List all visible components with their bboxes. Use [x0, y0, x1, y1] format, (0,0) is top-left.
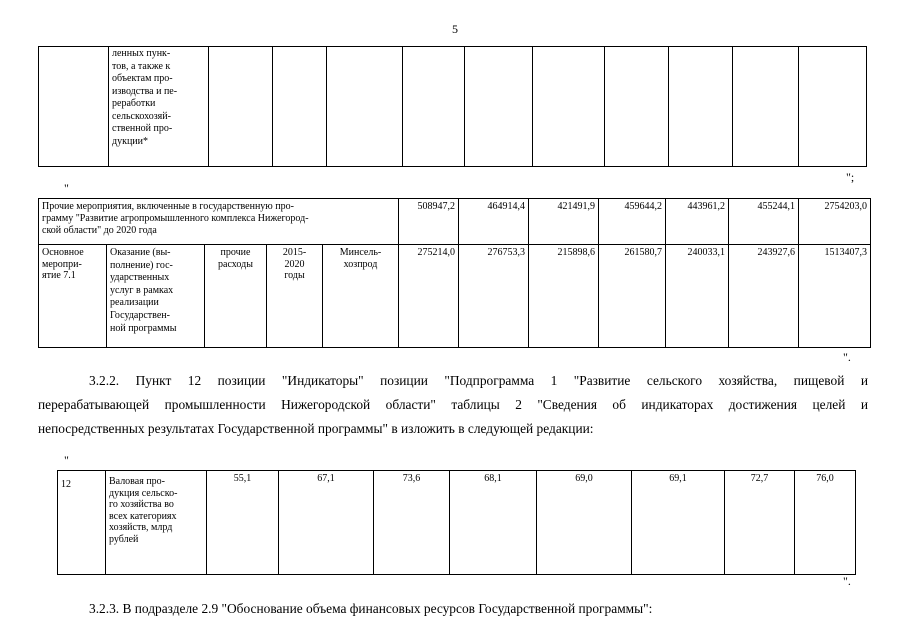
- period: [267, 245, 323, 348]
- text-line: Минсель-: [339, 247, 382, 258]
- value-cell: 455244,1: [729, 199, 799, 245]
- text-line: реработки: [112, 98, 156, 109]
- opening-quote: ": [64, 181, 69, 195]
- table1-cell: [403, 47, 465, 167]
- value-cell: 240033,1: [666, 245, 729, 348]
- value-cell: 2754203,0: [799, 199, 871, 245]
- table1-cell: [533, 47, 605, 167]
- value-cell: 443961,2: [666, 199, 729, 245]
- table1-text-cell: [109, 47, 209, 167]
- executor: [323, 245, 399, 348]
- table1-cell: [799, 47, 867, 167]
- indicator-value: 69,1: [632, 471, 725, 575]
- text-line: тов, а также к: [112, 60, 171, 72]
- value-cell: 276753,3: [459, 245, 529, 348]
- text-line: рублей: [109, 533, 139, 545]
- indicator-value: 73,6: [374, 471, 450, 575]
- table1-cell: [605, 47, 669, 167]
- text-line: 2020: [284, 258, 305, 270]
- activity-number: [39, 245, 107, 348]
- table-row: [39, 199, 871, 245]
- text-line: полнение) гос-: [110, 259, 173, 271]
- table1-cell: [273, 47, 327, 167]
- closing-quote: ".: [843, 574, 851, 588]
- activity-description: [107, 245, 205, 348]
- text-line: сельскохозяй-: [112, 110, 171, 122]
- table1-cell: [733, 47, 799, 167]
- text-line: Государствен-: [110, 309, 170, 321]
- indicator-number: 12: [58, 471, 106, 575]
- table1-cell: [39, 47, 109, 167]
- text-line: дукция сельско-: [109, 487, 178, 499]
- closing-quote: ".: [843, 350, 851, 364]
- text-line: изводства и пе-: [112, 85, 178, 97]
- text-line: ятие 7.1: [42, 270, 76, 282]
- table1-cell: [669, 47, 733, 167]
- text-line: прочие: [220, 247, 251, 258]
- text-line: всех категориях: [109, 510, 177, 522]
- row-label: [39, 199, 399, 245]
- indicator-value: 76,0: [795, 471, 856, 575]
- opening-quote: ": [64, 453, 69, 467]
- paragraph-3-2-3: 3.2.3. В подразделе 2.9 "Обоснование объема финансовых ресурсов Государственной программы":: [89, 601, 653, 616]
- text-line: меропри-: [42, 258, 82, 270]
- text-line: ленных пунк-: [112, 48, 171, 59]
- paragraph-line: непосредственных результатах Государственной программы" в изложить в следующей редакции:: [38, 421, 594, 436]
- value-cell: 261580,7: [599, 245, 666, 348]
- value-cell: 508947,2: [399, 199, 459, 245]
- text-line: ской области" до 2020 года: [42, 225, 157, 236]
- text-line: хозяйств, млрд: [109, 522, 173, 534]
- indicator-value: 55,1: [207, 471, 279, 575]
- text-line: Основное: [42, 247, 84, 258]
- budget-table: [38, 198, 871, 348]
- text-line: Валовая про-: [109, 476, 165, 487]
- text-line: 2015-: [282, 247, 307, 258]
- indicator-label: [106, 471, 207, 575]
- indicator-table: [57, 470, 856, 575]
- paragraph-3-2-2: [38, 369, 868, 441]
- value-cell: 243927,6: [729, 245, 799, 348]
- table1-cell: [209, 47, 273, 167]
- paragraph-line: 3.2.2. Пункт 12 позиции "Индикаторы" позиции "Подпрограмма 1 "Развитие сельского хозяйства, пищевой и: [89, 373, 868, 388]
- text-line: грамму "Развитие агропромышленного комплекса Нижегород-: [42, 213, 309, 224]
- text-line: ной программы: [110, 322, 177, 334]
- table-row: [39, 245, 871, 348]
- indicator-value: 72,7: [725, 471, 795, 575]
- text-line: хозпрод: [343, 258, 378, 270]
- value-cell: 1513407,3: [799, 245, 871, 348]
- closing-quote: ";: [846, 170, 855, 184]
- text-line: реализации: [110, 297, 159, 309]
- indicator-value: 68,1: [450, 471, 537, 575]
- text-line: годы: [284, 270, 305, 282]
- page-number: 5: [452, 22, 458, 36]
- table-row: [58, 471, 856, 575]
- text-line: ударственных: [110, 272, 170, 284]
- value-cell: 275214,0: [399, 245, 459, 348]
- value-cell: 459644,2: [599, 199, 666, 245]
- indicator-value: 69,0: [537, 471, 632, 575]
- text-line: дукции*: [112, 135, 149, 147]
- text-line: расходы: [218, 258, 253, 270]
- expense-type: [205, 245, 267, 348]
- text-line: ственной про-: [112, 123, 173, 134]
- table1-cell: [327, 47, 403, 167]
- value-cell: 215898,6: [529, 245, 599, 348]
- text-line: го хозяйства во: [109, 499, 174, 511]
- indicator-value: 67,1: [279, 471, 374, 575]
- text-line: услуг в рамках: [110, 284, 174, 296]
- text-line: объектам про-: [112, 73, 173, 84]
- value-cell: 464914,4: [459, 199, 529, 245]
- paragraph-line: перерабатывающей промышленности Нижегородской области" таблицы 2 "Сведения об индикаторах достижения целей и: [38, 397, 868, 412]
- text-line: Оказание (вы-: [110, 247, 171, 258]
- table1-cell: [465, 47, 533, 167]
- value-cell: 421491,9: [529, 199, 599, 245]
- table-continuation: [38, 46, 867, 167]
- text-line: Прочие мероприятия, включенные в государственную про-: [42, 201, 294, 212]
